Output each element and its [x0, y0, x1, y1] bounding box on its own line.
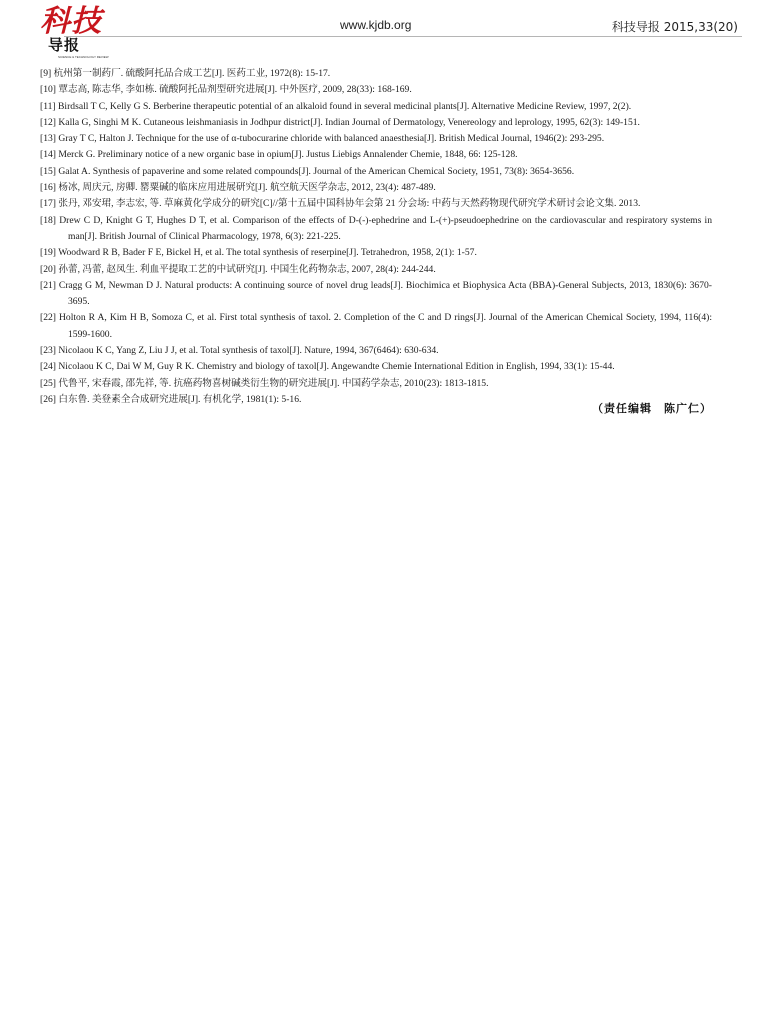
- reference-item: [17] 张丹, 邓安珺, 李志宏, 等. 草麻黄化学成分的研究[C]//第十五届中国科协年会第 21 分会场: 中药与天然药物现代研究学术研讨会论文集. 2013.: [40, 198, 641, 210]
- reference-item: [11] Birdsall T C, Kelly G S. Berberine therapeutic potential of an alkaloid found in several medicinal plants[J]. Alternative Medicine Review, 1997, 2(2).: [40, 100, 632, 112]
- header-divider: [64, 36, 742, 37]
- reference-item: [18] Drew C D, Knight G T, Hughes D T, et al. Comparison of the effects of D-(-)-ephedrine and L-(+)-pseudoephedrine on the cardiovascular and respiratory systems in man[J]. British Journal of Clinical Pharmacology, 1978, 6(3): 221-225.: [40, 214, 712, 242]
- reference-item: [10] 覃志高, 陈志华, 李如栋. 硫酸阿托品剂型研究进展[J]. 中外医疗, 2009, 28(33): 168-169.: [40, 84, 412, 96]
- reference-item: [26] 白东鲁. 美登素全合成研究进展[J]. 有机化学, 1981(1): 5-16.: [40, 393, 302, 405]
- reference-item: [24] Nicolaou K C, Dai W M, Guy R K. Chemistry and biology of taxol[J]. Angewandte Chemie International Edition in English, 1994, 33(1): 15-44.: [40, 361, 615, 373]
- reference-item: [12] Kalla G, Singhi M K. Cutaneous leishmaniasis in Jodhpur district[J]. Indian Journal of Dermatology, Venereology and leprology, 1995, 62(3): 149-151.: [40, 116, 640, 128]
- logo-english-text: SCIENCE & TECHNOLOGY REVIEW: [58, 55, 109, 59]
- responsible-editor-note: （责任编辑 陈广仁）: [592, 402, 712, 415]
- journal-logo: [40, 6, 140, 62]
- logo-bottom-text: 导报: [48, 36, 81, 54]
- reference-item: [25] 代鲁平, 宋春霞, 邵先祥, 等. 抗癌药物喜树碱类衍生物的研究进展[J]. 中国药学杂志, 2010(23): 1813-1815.: [40, 377, 489, 389]
- reference-item: [9] 杭州第一制药厂. 硫酸阿托品合成工艺[J]. 医药工业, 1972(8): 15-17.: [40, 68, 331, 79]
- logo-top-text: 科技: [40, 4, 102, 39]
- reference-item: [23] Nicolaou K C, Yang Z, Liu J J, et al. Total synthesis of taxol[J]. Nature, 1994, 367(6464): 630-634.: [40, 345, 439, 357]
- reference-item: [15] Galat A. Synthesis of papaverine and some related compounds[J]. Journal of the American Chemical Society, 1951, 73(8): 3654-3656.: [40, 165, 575, 177]
- site-url: www.kjdb.org: [340, 18, 412, 32]
- reference-item: [21] Cragg G M, Newman D J. Natural products: A continuing source of novel drug leads[J]. Biochimica et Biophysica Acta (BBA)-General Subjects, 2013, 1830(6): 3670-3695.: [40, 279, 712, 308]
- reference-list: [40, 66, 712, 408]
- reference-item: [22] Holton R A, Kim H B, Somoza C, et al. First total synthesis of taxol. 2. Completion of the C and D rings[J]. Journal of the American Chemical Society, 1994, 116(4): 1599-1600.: [40, 312, 712, 340]
- reference-item: [16] 杨冰, 周庆元, 房卿. 罂粟碱的临床应用进展研究[J]. 航空航天医学杂志, 2012, 23(4): 487-489.: [40, 182, 436, 194]
- reference-item: [13] Gray T C, Halton J. Technique for the use of α-tubocurarine chloride with balanced anaesthesia[J]. British Medical Journal, 1946(2): 293-295.: [40, 133, 605, 145]
- reference-item: [14] Merck G. Preliminary notice of a new organic base in opium[J]. Justus Liebigs Annalender Chemie, 1848, 66: 125-128.: [40, 149, 518, 161]
- journal-issue-info: 科技导报 2015,33(20): [611, 20, 738, 34]
- reference-item: [20] 孙蕾, 冯蕾, 赵凤生. 利血平提取工艺的中试研究[J]. 中国生化药物杂志, 2007, 28(4): 244-244.: [40, 263, 436, 275]
- page-header: [0, 0, 780, 60]
- reference-item: [19] Woodward R B, Bader F E, Bickel H, et al. The total synthesis of reserpine[J]. Tetrahedron, 1958, 2(1): 1-57.: [40, 247, 477, 259]
